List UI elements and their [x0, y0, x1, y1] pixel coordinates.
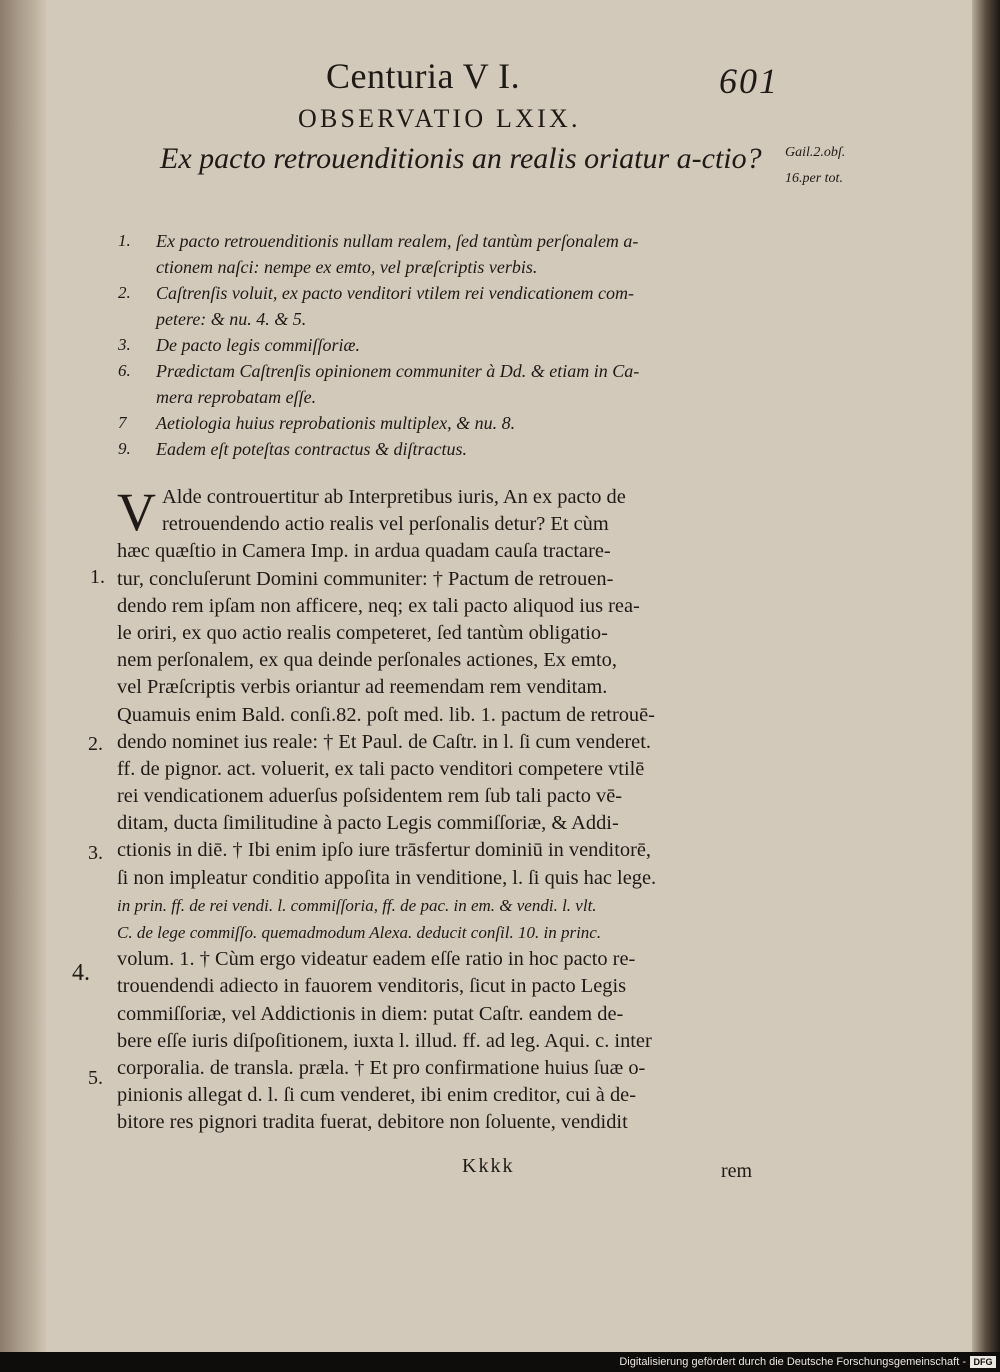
body-line: corporalia. de transla. præla. † Et pro confirmatione huius ſuæ o-: [117, 1056, 646, 1079]
summary-line: mera reprobatam eſſe.: [156, 387, 317, 407]
body-line: rei vendicationem aduerſus poſsidentem rem ſub tali pacto vē-: [117, 785, 623, 808]
summary-number: 3.: [118, 335, 131, 354]
summary-line: Aetiologia huius reprobationis multiplex, & nu. 8.: [156, 413, 516, 433]
body-line: Quamuis enim Bald. conſi.82. poſt med. lib. 1. pactum de retrouē-: [117, 703, 655, 726]
drop-capital: V: [117, 482, 156, 542]
body-line: dendo nominet ius reale: † Et Paul. de Caſtr. in l. ſi cum venderet.: [117, 730, 651, 753]
body-line: bitore res pignori tradita fuerat, debitore non ſoluente, vendidit: [117, 1111, 628, 1134]
summary-line: Eadem eſt poteſtas contractus & diſtractus.: [156, 439, 467, 459]
body-line: in prin. ff. de rei vendi. l. commiſſoria, ff. de pac. in em. & vendi. l. vlt.: [117, 895, 597, 915]
body-line: Alde controuertitur ab Interpretibus iuris, An ex pacto de: [162, 486, 626, 508]
dfg-logo: DFG: [970, 1356, 996, 1368]
running-title: Centuria V I.: [326, 56, 521, 96]
observatio-title: Ex pacto retrouenditionis an realis oriatur a-ctio?: [160, 142, 762, 175]
summary-line: De pacto legis commiſſoriæ.: [156, 335, 360, 355]
body-line: tur, concluſerunt Domini communiter: † Pactum de retrouen-: [117, 567, 614, 590]
summary-number: 1.: [118, 231, 131, 250]
body-line: ſi non impleatur conditio appoſita in venditione, l. ſi quis hac lege.: [117, 866, 657, 889]
margin-note-line: 16.per tot.: [785, 171, 843, 186]
body-line: C. de lege commiſſo. quemadmodum Alexa. deducit conſil. 10. in princ.: [117, 923, 602, 942]
margin-note-line: Gail.2.obſ.: [785, 145, 846, 160]
summary-item: [118, 358, 788, 410]
summary-line: Caſtrenſis voluit, ex pacto venditori vtilem rei vendicationem com-: [156, 283, 635, 303]
body-line: le oriri, ex quo actio realis competeret, ſed tantùm obligatio-: [117, 621, 608, 644]
summary-text: [156, 358, 788, 410]
margin-number: 1.: [90, 566, 105, 588]
summary-text: [156, 228, 788, 280]
body-line: commiſſoriæ, vel Addictionis in diem: putat Caſtr. eandem de-: [117, 1002, 624, 1025]
body-line: bere eſſe iuris diſpoſitionem, iuxta l. illud. ff. ad leg. Aqui. c. inter: [117, 1029, 652, 1052]
summary-number: 7: [118, 413, 127, 432]
page-number: 601: [719, 61, 779, 101]
body-line: ditam, ducta ſimilitudine à pacto Legis commiſſoriæ, & Addi-: [117, 812, 619, 835]
summary-number: 2.: [118, 283, 131, 302]
margin-number: 2.: [88, 733, 103, 755]
summary-number: 6.: [118, 361, 131, 380]
summary-text: [156, 280, 788, 332]
body-line: nem perſonalem, ex qua deinde perſonales actiones, Ex emto,: [117, 649, 617, 672]
summary-line: petere: & nu. 4. & 5.: [156, 309, 307, 329]
digitization-footer: [0, 1352, 1000, 1372]
margin-number: 5.: [88, 1067, 103, 1089]
catchword: rem: [721, 1160, 753, 1182]
summary-line: Prædictam Caſtrenſis opinionem communiter à Dd. & etiam in Ca-: [156, 361, 640, 381]
summary-item: [118, 280, 788, 332]
summary-text: [156, 436, 788, 462]
body-line: trouendendi adiecto in fauorem venditoris, ſicut in pacto Legis: [117, 975, 627, 998]
margin-number: 4.: [72, 960, 90, 986]
body-line: vel Præſcriptis verbis oriantur ad reemendam rem venditam.: [117, 676, 608, 699]
margin-number: 3.: [88, 842, 103, 864]
body-line: pinionis allegat d. l. ſi cum venderet, ibi enim creditor, cui à de-: [117, 1084, 636, 1107]
summary-item: [118, 436, 788, 462]
body-line: hæc quæſtio in Camera Imp. in ardua quadam cauſa tractare-: [117, 540, 611, 563]
observatio-heading: OBSERVATIO LXIX.: [298, 104, 581, 133]
body-text: [117, 484, 777, 1137]
body-line: volum. 1. † Cùm ergo videatur eadem eſſe ratio in hoc pacto re-: [117, 948, 636, 971]
summary-text: [156, 410, 788, 436]
body-line: dendo rem ipſam non afficere, neq; ex tali pacto aliquod ius rea-: [117, 594, 640, 617]
summary-line: Ex pacto retrouenditionis nullam realem, ſed tantùm perſonalem a-: [156, 231, 639, 251]
body-line: retrouendendo actio realis vel perſonalis detur? Et cùm: [162, 513, 609, 536]
body-line: ff. de pignor. act. voluerit, ex tali pacto venditori competere vtilē: [117, 757, 645, 780]
summary-list: [118, 228, 788, 462]
margin-note: [785, 140, 845, 192]
summary-number: 9.: [118, 439, 131, 458]
footer-credit: Digitalisierung gefördert durch die Deutsche Forschungsgemeinschaft -: [619, 1356, 966, 1368]
signature-mark: Kkkk: [462, 1155, 515, 1177]
body-line: ctionis in diē. † Ibi enim ipſo iure trāsfertur dominiū in venditorē,: [117, 839, 652, 862]
summary-line: ctionem naſci: nempe ex emto, vel præſcriptis verbis.: [156, 257, 538, 277]
summary-item: [118, 228, 788, 280]
summary-item: [118, 332, 788, 358]
summary-text: [156, 332, 788, 358]
summary-item: [118, 410, 788, 436]
